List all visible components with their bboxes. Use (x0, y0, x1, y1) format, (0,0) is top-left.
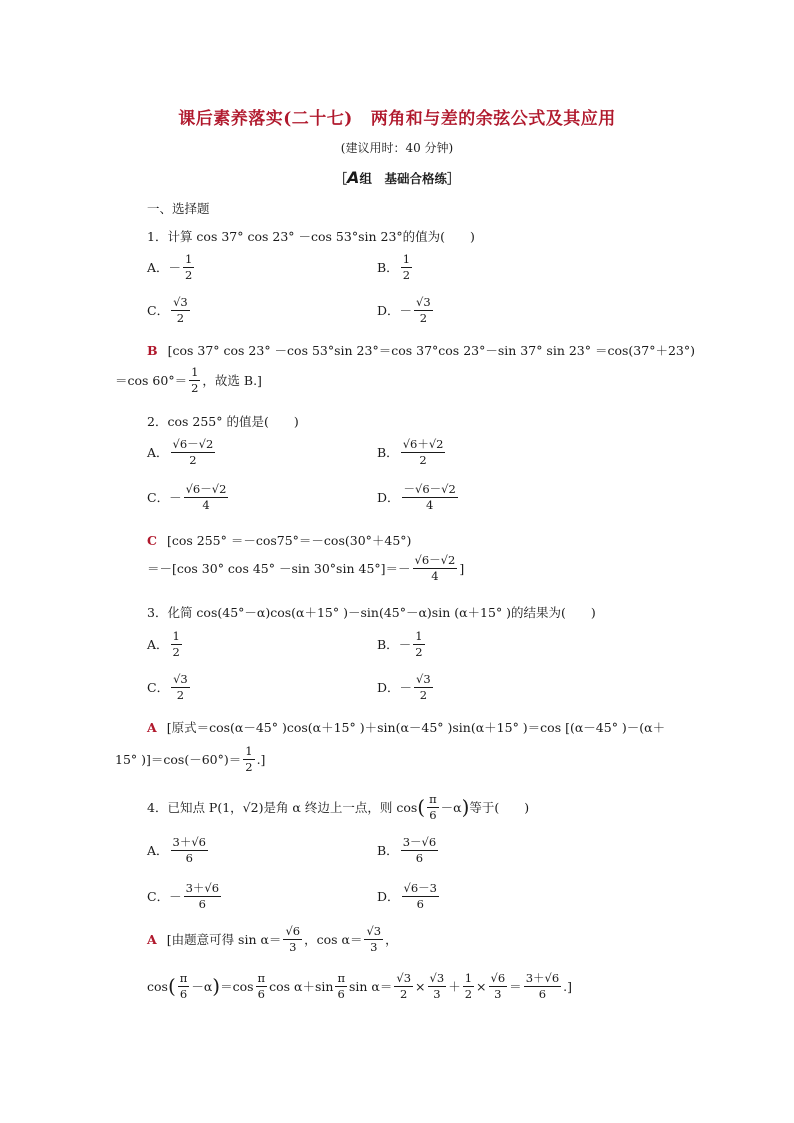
suggested-time: (建议用时：40 分钟) (340, 141, 454, 155)
q2-option-a[interactable]: A． $\frac{√6-√2}{2}$ (147, 437, 214, 467)
fraction: $\frac{√6}{3}$ (285, 924, 301, 954)
q4-solution-line-2: cos ( $\frac{\pi}{6}$ －α ) ＝cos $\frac{\pi}{6}$ cos α＋sin $\frac{\pi}{6}$ sin α＝ $\frac{√3}{2}$ × $\frac{√3}{3}$ ＋ $\frac{1}{2}$ × $\frac{√6}{3}$ ＝ $\frac{3+√6}{6}$ .] (147, 971, 573, 1001)
fraction: $\frac{√6-3}{6}$ (403, 881, 437, 911)
q1-option-a[interactable]: A． － $\frac{1}{2}$ (147, 252, 193, 282)
q1-answer: B (147, 343, 158, 358)
fraction: $\frac{1}{2}$ (464, 971, 473, 1001)
fraction: $\frac{1}{2}$ (172, 629, 180, 659)
q4-option-b[interactable]: B． $\frac{3-√6}{6}$ (377, 835, 437, 865)
fraction: $\frac{\pi}{6}$ (337, 971, 345, 1001)
fraction: $\frac{3-√6}{6}$ (402, 835, 437, 865)
q3-option-d[interactable]: D． － $\frac{√3}{2}$ (377, 672, 431, 702)
paren-right: ) (461, 795, 470, 820)
q4-answer: A (147, 931, 157, 947)
fraction: $\frac{1}{2}$ (245, 744, 253, 774)
group-letter: A (347, 168, 360, 187)
fraction: $\frac{√3}{3}$ (366, 924, 382, 954)
q3-option-c[interactable]: C． $\frac{√3}{2}$ (147, 672, 188, 702)
fraction: $\frac{3+√6}{6}$ (172, 835, 206, 865)
title-part-2: 两角和与差的余弦公式及其应用 (370, 109, 616, 129)
q1-option-c[interactable]: C． $\frac{√3}{2}$ (147, 295, 188, 325)
fraction: $\frac{√6}{3}$ (490, 971, 506, 1001)
q3-option-a[interactable]: A． $\frac{1}{2}$ (147, 629, 180, 659)
group-label: 组 基础合格练 (359, 171, 447, 186)
paren-left: ( (417, 795, 426, 820)
q3-answer: A (147, 720, 157, 735)
q2-option-b[interactable]: B． $\frac{√6+√2}{2}$ (377, 437, 444, 467)
q1-solution-line-2: ＝cos 60°＝ $\frac{1}{2}$ ，故选 B.] (115, 365, 262, 395)
q1-stem: 1．计算 cos 37° cos 23° －cos 53°sin 23°的值为( ) (147, 229, 475, 244)
q2-solution-line-1: C [cos 255° ＝－cos75°＝－cos(30°＋45°) (147, 533, 412, 548)
q4-stem: 4．已知点 P(1，√2)是角 α 终边上一点，则 cos ( $\frac{\pi}{6}$ －α ) 等于( ) (147, 792, 530, 822)
fraction: $\frac{√3}{2}$ (173, 295, 188, 325)
q1-option-b[interactable]: B． $\frac{1}{2}$ (377, 252, 411, 282)
q1-option-d[interactable]: D． － $\frac{√3}{2}$ (377, 295, 431, 325)
fraction: $\frac{√3}{2}$ (396, 971, 412, 1001)
q3-option-b[interactable]: B． － $\frac{1}{2}$ (377, 629, 423, 659)
title-part-1: 课后素养落实(二十七) (178, 109, 353, 129)
group-heading: ［A组 基础合格练］ (334, 168, 460, 187)
fraction: $\frac{√3}{2}$ (416, 295, 431, 325)
fraction: $\frac{1}{2}$ (402, 252, 411, 282)
paren-right: ) (212, 974, 221, 999)
fraction: $\frac{√6+√2}{2}$ (402, 437, 444, 467)
q4-option-c[interactable]: C． － $\frac{3+√6}{6}$ (147, 881, 220, 911)
q2-answer: C (147, 533, 157, 548)
fraction: $\frac{1}{2}$ (191, 365, 199, 395)
fraction: $\frac{√6-√2}{2}$ (172, 437, 214, 467)
section-heading: 一、选择题 (147, 201, 210, 216)
fraction: $\frac{√3}{2}$ (416, 672, 431, 702)
fraction: $\frac{\pi}{6}$ (429, 792, 437, 822)
q3-solution-line-1: A [原式＝cos(α－45° )cos(α＋15° )＋sin(α－45° )sin(α＋15° )＝cos [(α－45° )－(α＋ (147, 720, 666, 735)
fraction: $\frac{√6-√2}{4}$ (414, 553, 456, 583)
paren-left: ( (167, 974, 176, 999)
fraction: $\frac{√3}{3}$ (429, 971, 445, 1001)
fraction: $\frac{√3}{2}$ (173, 672, 188, 702)
q2-stem: 2．cos 255° 的值是( ) (147, 414, 299, 429)
q4-option-d[interactable]: D． $\frac{√6-3}{6}$ (377, 881, 437, 911)
q4-option-a[interactable]: A． $\frac{3+√6}{6}$ (147, 835, 206, 865)
q2-option-d[interactable]: D． $\frac{-√6-√2}{4}$ (377, 482, 456, 512)
fraction: $\frac{-√6-√2}{4}$ (403, 482, 456, 512)
fraction: $\frac{√6-√2}{4}$ (185, 482, 227, 512)
fraction: $\frac{1}{2}$ (415, 629, 423, 659)
fraction: $\frac{\pi}{6}$ (257, 971, 266, 1001)
q3-stem: 3．化简 cos(45°－α)cos(α＋15° )－sin(45°－α)sin (α＋15° )的结果为( ) (147, 605, 596, 620)
q4-solution-line-1: A [由题意可得 sin α＝ $\frac{√6}{3}$ ，cos α＝ $\frac{√3}{3}$ ， (147, 924, 398, 954)
fraction: $\frac{\pi}{6}$ (179, 971, 188, 1001)
page-title (0, 104, 794, 129)
fraction: $\frac{3+√6}{6}$ (525, 971, 560, 1001)
fraction: $\frac{1}{2}$ (185, 252, 193, 282)
q2-solution-line-2: ＝－[cos 30° cos 45° －sin 30°sin 45°]＝－ $\frac{√6-√2}{4}$ ] (147, 553, 465, 583)
fraction: $\frac{3+√6}{6}$ (185, 881, 220, 911)
q3-solution-line-2: 15° )]＝cos(－60°)＝ $\frac{1}{2}$ .] (115, 744, 266, 774)
q1-solution-line-1: B [cos 37° cos 23° －cos 53°sin 23°＝cos 37°cos 23°－sin 37° sin 23° ＝cos(37°＋23°) (147, 343, 695, 358)
q2-option-c[interactable]: C． － $\frac{√6-√2}{4}$ (147, 482, 227, 512)
